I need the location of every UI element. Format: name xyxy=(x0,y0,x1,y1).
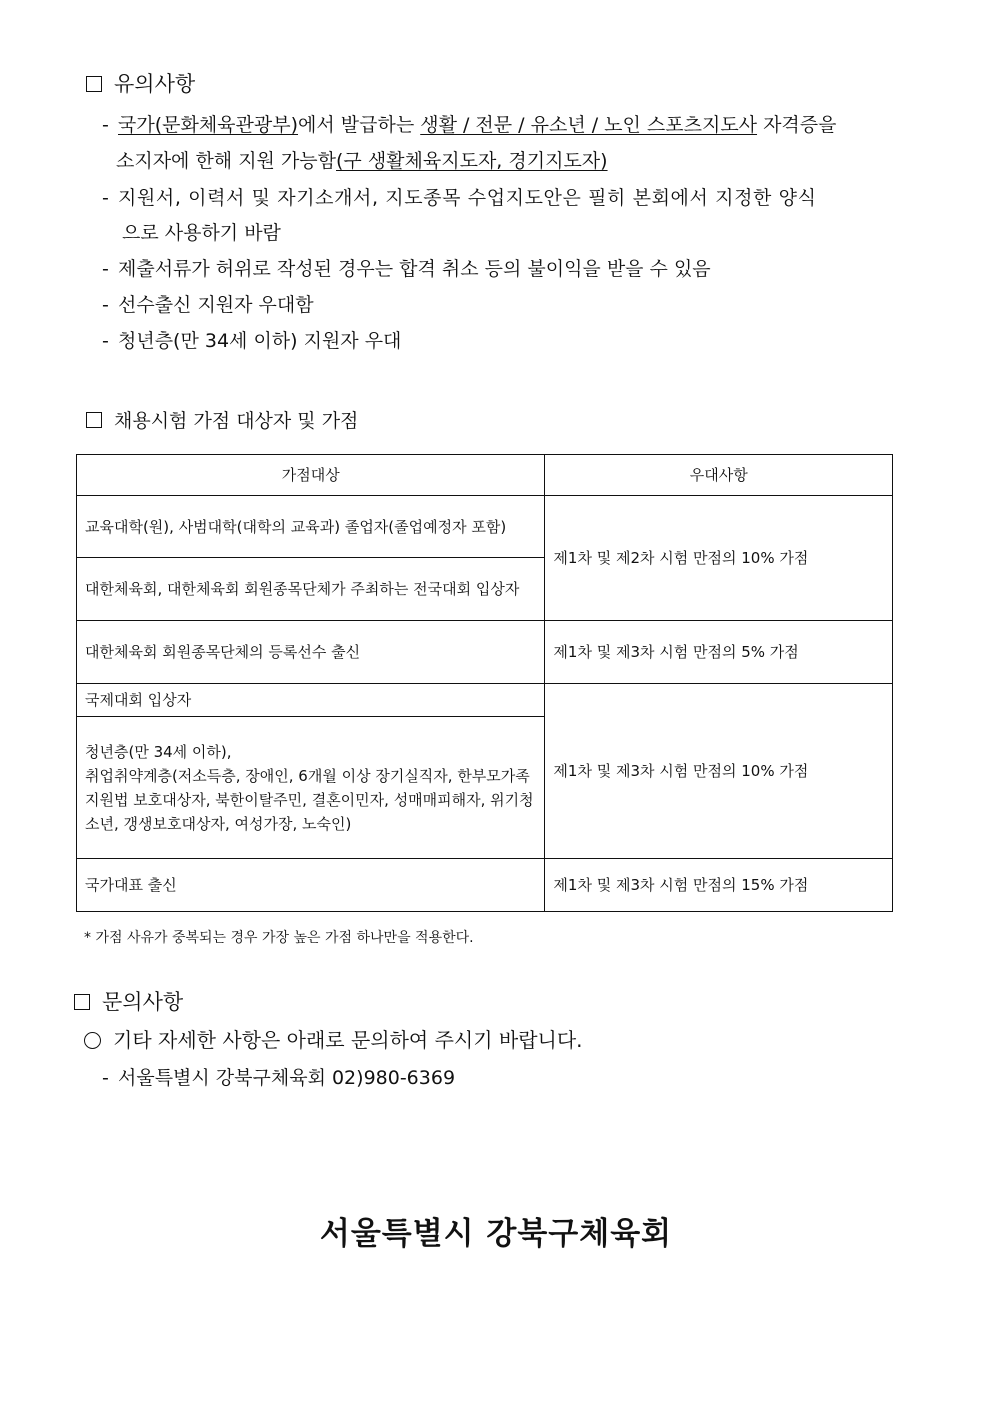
inquiry-section-title xyxy=(74,986,183,1016)
notice-item-1 xyxy=(102,110,837,137)
table-row xyxy=(77,684,893,717)
header-benefit: 우대사항 xyxy=(545,455,893,496)
notice-section-title xyxy=(86,68,195,98)
target-cell-line1: 청년층(만 34세 이하), xyxy=(85,742,232,761)
notice-item-1-cont-text: 소지자에 한해 지원 가능함 xyxy=(116,150,337,172)
dash-bullet: - xyxy=(102,258,109,280)
table-row xyxy=(77,859,893,912)
notice-item-2-text: 지원서, 이력서 및 자기소개서, 지도종목 수업지도안은 필히 본회에서 지정한 양식 xyxy=(118,187,817,209)
notice-item-4-text: 선수출신 지원자 우대함 xyxy=(118,294,314,316)
notice-item-1-org: 국가(문화체육관광부) xyxy=(118,114,299,136)
target-cell xyxy=(77,717,545,859)
target-cell: 대한체육회 회원종목단체의 등록선수 출신 xyxy=(77,621,545,684)
table-row xyxy=(77,621,893,684)
notice-item-3-text: 제출서류가 허위로 작성된 경우는 합격 취소 등의 불이익을 받을 수 있음 xyxy=(118,258,711,280)
notice-item-2-cont xyxy=(122,218,281,245)
table-row xyxy=(77,496,893,558)
notice-item-4 xyxy=(102,290,314,317)
inquiry-line xyxy=(84,1024,583,1053)
checkbox-square-icon xyxy=(86,76,102,92)
notice-item-5 xyxy=(102,326,401,353)
notice-item-2 xyxy=(102,183,897,210)
checkbox-square-icon xyxy=(86,412,102,428)
target-cell: 국제대회 입상자 xyxy=(77,684,545,717)
inquiry-title-text: 문의사항 xyxy=(102,990,184,1014)
notice-item-1-text: 에서 발급하는 xyxy=(298,114,421,136)
header-target: 가점대상 xyxy=(77,455,545,496)
bonus-title-text: 채용시험 가점 대상자 및 가점 xyxy=(114,410,359,432)
notice-item-1-text-end: 자격증을 xyxy=(757,114,837,136)
notice-title-text: 유의사항 xyxy=(114,72,196,96)
table-header-row xyxy=(77,455,893,496)
inquiry-contact-text: 서울특별시 강북구체육회 02)980-6369 xyxy=(118,1067,456,1089)
target-cell: 대한체육회, 대한체육회 회원종목단체가 주최하는 전국대회 입상자 xyxy=(77,558,545,621)
notice-item-5-text: 청년층(만 34세 이하) 지원자 우대 xyxy=(118,330,402,352)
dash-bullet: - xyxy=(102,1067,109,1089)
target-cell: 교육대학(원), 사범대학(대학의 교육과) 졸업자(졸업예정자 포함) xyxy=(77,496,545,558)
circle-bullet-icon xyxy=(84,1032,101,1049)
benefit-cell: 제1차 및 제2차 시험 만점의 10% 가점 xyxy=(545,496,893,621)
dash-bullet: - xyxy=(102,114,109,136)
dash-bullet: - xyxy=(102,187,109,209)
bonus-section-title xyxy=(86,406,358,433)
benefit-cell: 제1차 및 제3차 시험 만점의 10% 가점 xyxy=(545,684,893,859)
target-cell-line2: 취업취약계층(저소득층, 장애인, 6개월 이상 장기실직자, 한부모가족 지원법 보호대상자, 북한이탈주민, 결혼이민자, 성매매피해자, 위기청소년, 갱생보호대상자, 여성가장, 노숙인) xyxy=(85,766,534,833)
notice-item-1-former: (구 생활체육지도자, 경기지도자) xyxy=(336,150,608,172)
notice-item-1-cont xyxy=(116,146,608,173)
checkbox-square-icon xyxy=(74,994,90,1010)
dash-bullet: - xyxy=(102,330,109,352)
bonus-table xyxy=(76,454,893,912)
notice-item-1-licenses: 생활 / 전문 / 유소년 / 노인 스포츠지도사 xyxy=(420,114,758,136)
notice-item-3 xyxy=(102,254,711,281)
bonus-note: * 가점 사유가 중복되는 경우 가장 높은 가점 하나만을 적용한다. xyxy=(84,930,474,946)
inquiry-line-text: 기타 자세한 사항은 아래로 문의하여 주시기 바랍니다. xyxy=(113,1028,583,1052)
notice-item-2-cont-text: 으로 사용하기 바람 xyxy=(122,222,281,244)
benefit-cell: 제1차 및 제3차 시험 만점의 15% 가점 xyxy=(545,859,893,912)
benefit-cell: 제1차 및 제3차 시험 만점의 5% 가점 xyxy=(545,621,893,684)
target-cell: 국가대표 출신 xyxy=(77,859,545,912)
dash-bullet: - xyxy=(102,294,109,316)
inquiry-contact xyxy=(102,1063,455,1090)
footer-org: 서울특별시 강북구체육회 xyxy=(319,1216,673,1252)
